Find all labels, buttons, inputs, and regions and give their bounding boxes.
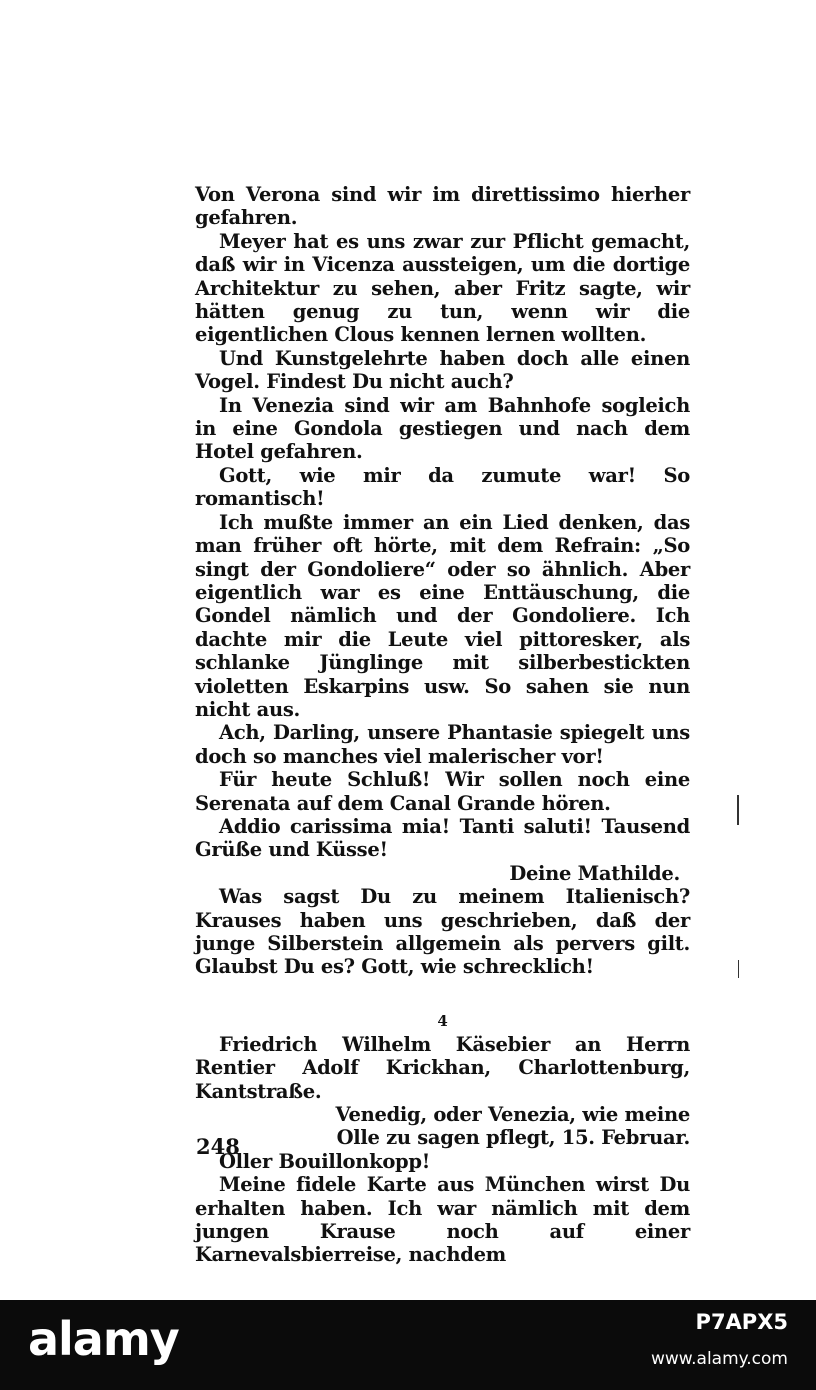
signature: Deine Mathilde.: [509, 861, 680, 885]
paragraph-8: Für heute Schluß! Wir sollen noch eine Serenata auf dem Canal Grande hören.: [195, 768, 690, 815]
dateline-line-1: Venedig, oder Venezia, wie meine: [335, 1103, 690, 1127]
closing-paragraph: Meine fidele Karte aus München wirst Du erhalten haben. Ich war nämlich mit dem jungen Krause noch auf einer Karnevalsbierreise, nachdem: [195, 1173, 690, 1267]
letter-heading: Friedrich Wilhelm Käsebier an Herrn Rentier Adolf Krickhan, Charlottenburg, Kantstraße.: [195, 1032, 690, 1103]
paragraph-6: Ich mußte immer an ein Lied denken, das man früher oft hörte, mit dem Refrain: „So singt der Gondoliere“ oder so ähnlich. Aber eigentlich war es eine Enttäuschung, die Gondel nämlich und der Gondoliere. Ich dachte mir die Leute viel pittoresker, als schlanke Jünglinge mit silberbestickten violetten Eskarpins usw. So sahen sie nun nicht aus.: [195, 510, 690, 721]
paragraph-4: In Venezia sind wir am Bahnhofe sogleich in eine Gondola gestiegen und nach dem Hotel gefahren.: [195, 393, 690, 464]
watermark-logo: alamy: [28, 1312, 179, 1366]
paragraph-1: Von Verona sind wir im direttissimo hierher gefahren.: [195, 183, 690, 230]
salutation: Oller Bouillonkopp!: [219, 1149, 430, 1173]
scan-edge-mark: [737, 795, 739, 825]
dateline-line-2: Olle zu sagen pflegt, 15. Februar.: [336, 1126, 690, 1150]
scan-edge-mark: [738, 960, 739, 978]
postscript: Was sagst Du zu meinem Italienisch? Krauses haben uns geschrieben, daß der junge Silberstein allgemein als pervers gilt. Glaubst Du es? Gott, wie schrecklich!: [195, 885, 690, 979]
paragraph-9: Addio carissima mia! Tanti saluti! Tausend Grüße und Küsse!: [195, 814, 690, 862]
paragraph-7: Ach, Darling, unsere Phantasie spiegelt uns doch so manches viel malerischer vor!: [195, 721, 690, 768]
page-number: 248: [196, 1134, 240, 1159]
page-text: [195, 183, 690, 1267]
site-url: www.alamy.com: [650, 1349, 788, 1369]
paragraph-2: Meyer hat es uns zwar zur Pflicht gemacht, daß wir in Vicenza aussteigen, um die dortige Architektur zu sehen, aber Fritz sagte, wir hätten genug zu tun, wenn wir die eigentlichen Clous kennen lernen wollten.: [195, 229, 690, 347]
image-id: P7APX5: [695, 1310, 788, 1334]
paragraph-5: Gott, wie mir da zumute war! So romantisch!: [195, 463, 690, 511]
paragraph-3: Und Kunstgelehrte haben doch alle einen Vogel. Findest Du nicht auch?: [195, 346, 690, 394]
letter-number: 4: [437, 1011, 448, 1030]
